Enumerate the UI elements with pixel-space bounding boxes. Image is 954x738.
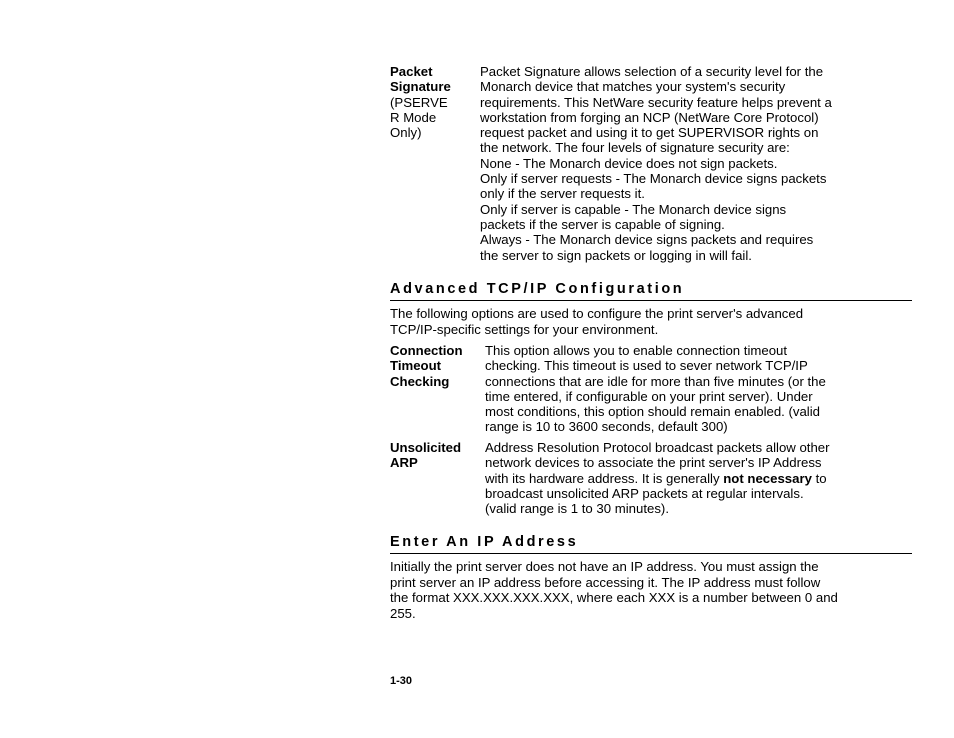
definition-term <box>390 440 485 516</box>
term-line: Signature <box>390 79 451 95</box>
desc-line: time entered, if configurable on your print server). Under <box>485 388 813 404</box>
desc-line: Always - The Monarch device signs packets and requires <box>480 232 814 248</box>
term-line: Unsolicited <box>390 440 462 455</box>
term-line: Connection <box>390 343 463 358</box>
desc-line: broadcast unsolicited ARP packets at regular intervals. <box>485 485 804 501</box>
paragraph-line: The following options are used to configure the print server's advanced <box>390 306 804 321</box>
desc-line: the network. The four levels of signature security are: <box>480 140 790 156</box>
term-line: ARP <box>390 455 418 471</box>
desc-line: Address Resolution Protocol broadcast packets allow other <box>485 440 830 455</box>
desc-line: Monarch device that matches your system's security <box>480 79 786 95</box>
paragraph-line: 255. <box>390 605 416 621</box>
section-heading-advanced-tcpip: Advanced TCP/IP Configuration <box>390 281 912 301</box>
desc-line: connections that are idle for more than five minutes (or the <box>485 373 826 389</box>
definition-description <box>480 64 910 263</box>
desc-line: This option allows you to enable connection timeout <box>485 343 788 358</box>
desc-line-with-emphasis <box>485 471 915 486</box>
desc-line: Packet Signature allows selection of a security level for the <box>480 64 824 79</box>
desc-line: workstation from forging an NCP (NetWare Core Protocol) <box>480 109 819 125</box>
term-note-line: (PSERVE <box>390 94 448 110</box>
paragraph-line: the format XXX.XXX.XXX.XXX, where each XXX is a number between 0 and <box>390 590 838 605</box>
section-heading-enter-ip: Enter An IP Address <box>390 534 912 554</box>
desc-line: Only if server is capable - The Monarch device signs <box>480 201 787 217</box>
term-line: Packet <box>390 64 433 79</box>
definition-description <box>485 440 915 516</box>
paragraph-line: TCP/IP-specific settings for your environment. <box>390 321 659 337</box>
connection-timeout-definition <box>390 343 915 435</box>
paragraph-line: Initially the print server does not have an IP address. You must assign the <box>390 559 819 574</box>
desc-line: (valid range is 1 to 30 minutes). <box>485 501 669 517</box>
desc-line: requirements. This NetWare security feature helps prevent a <box>480 94 832 110</box>
page-number: 1-30 <box>390 675 413 687</box>
desc-line: checking. This timeout is used to sever network TCP/IP <box>485 358 808 374</box>
desc-line: range is 10 to 3600 seconds, default 300) <box>485 419 728 435</box>
ip-section-paragraph <box>390 559 912 621</box>
term-line: Checking <box>390 373 450 389</box>
desc-text: with its hardware address. It is generally <box>485 470 724 486</box>
term-line: Timeout <box>390 358 442 374</box>
paragraph-line: print server an IP address before accessing it. The IP address must follow <box>390 574 821 590</box>
desc-line: only if the server requests it. <box>480 186 645 202</box>
definition-term <box>390 343 485 435</box>
desc-line: the server to sign packets or logging in will fail. <box>480 247 752 263</box>
term-note-line: Only) <box>390 125 422 141</box>
emphasis-text: not necessary <box>723 470 812 486</box>
desc-line: packets if the server is capable of signing. <box>480 216 725 232</box>
definition-description <box>485 343 915 435</box>
desc-line: Only if server requests - The Monarch device signs packets <box>480 171 827 187</box>
term-note-line: R Mode <box>390 109 437 125</box>
advanced-intro-paragraph <box>390 306 912 337</box>
definition-term <box>390 64 480 263</box>
unsolicited-arp-definition <box>390 440 915 516</box>
desc-line: most conditions, this option should remain enabled. (valid <box>485 404 821 420</box>
desc-line: request packet and using it to get SUPERVISOR rights on <box>480 125 819 141</box>
desc-line: network devices to associate the print server's IP Address <box>485 455 822 471</box>
desc-text: to <box>811 470 827 486</box>
packet-signature-definition <box>390 64 910 263</box>
desc-line: None - The Monarch device does not sign packets. <box>480 155 778 171</box>
